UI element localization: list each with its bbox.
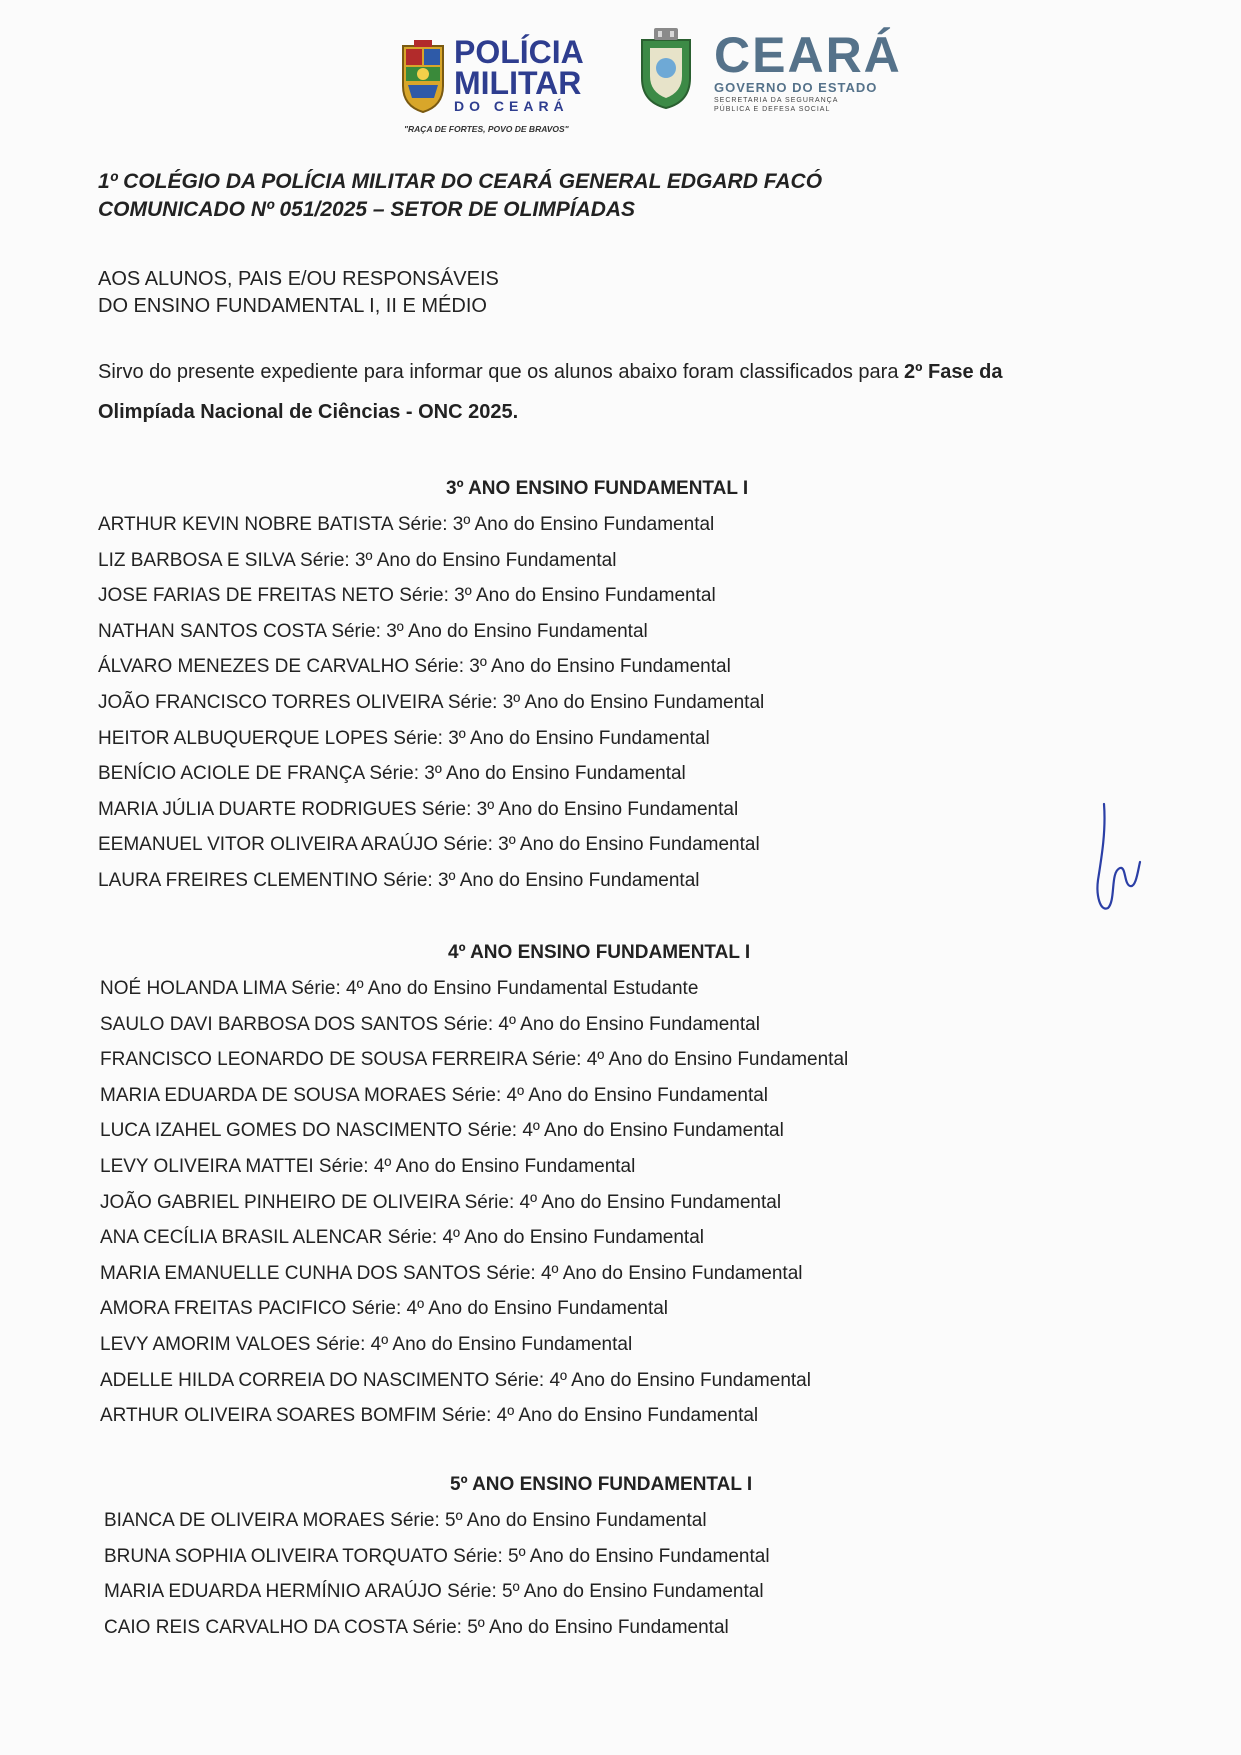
ceara-coat-of-arms-icon (636, 26, 696, 110)
student-entry: MARIA EDUARDA DE SOUSA MORAES Série: 4º Ano do Ensino Fundamental (100, 1085, 769, 1106)
student-entry: LEVY AMORIM VALOES Série: 4º Ano do Ensino Fundamental (100, 1334, 633, 1355)
student-entry: FRANCISCO LEONARDO DE SOUSA FERREIRA Série: 4º Ano do Ensino Fundamental (100, 1049, 849, 1070)
section-heading: 3º ANO ENSINO FUNDAMENTAL I (446, 478, 749, 499)
document-title-line2: COMUNICADO Nº 051/2025 – SETOR DE OLIMPÍADAS (98, 198, 636, 221)
ceara-logo-subtitle: GOVERNO DO ESTADO (714, 80, 878, 95)
policia-militar-logo (400, 36, 600, 136)
intro-bold-olympiad: Olimpíada Nacional de Ciências - ONC 2025. (98, 401, 519, 423)
section-heading: 4º ANO ENSINO FUNDAMENTAL I (448, 942, 751, 963)
pm-logo-line3: DO CEARÁ (454, 98, 569, 114)
student-entry: BENÍCIO ACIOLE DE FRANÇA Série: 3º Ano do Ensino Fundamental (98, 763, 686, 784)
section-heading: 5º ANO ENSINO FUNDAMENTAL I (450, 1474, 753, 1495)
student-entry: JOÃO GABRIEL PINHEIRO DE OLIVEIRA Série: 4º Ano do Ensino Fundamental (100, 1192, 782, 1213)
ceara-logo-title: CEARÁ (714, 27, 902, 83)
student-entry: JOÃO FRANCISCO TORRES OLIVEIRA Série: 3º Ano do Ensino Fundamental (98, 692, 765, 713)
pm-logo-line2: MILITAR (454, 65, 582, 101)
ceara-logo-small2: PÚBLICA E DEFESA SOCIAL (714, 106, 831, 113)
pm-logo-line1: POLÍCIA (454, 34, 584, 70)
student-entry: MARIA EDUARDA HERMÍNIO ARAÚJO Série: 5º Ano do Ensino Fundamental (104, 1581, 764, 1602)
student-entry: ANA CECÍLIA BRASIL ALENCAR Série: 4º Ano do Ensino Fundamental (100, 1227, 705, 1248)
student-entry: CAIO REIS CARVALHO DA COSTA Série: 5º Ano do Ensino Fundamental (104, 1617, 729, 1638)
student-entry: AMORA FREITAS PACIFICO Série: 4º Ano do Ensino Fundamental (100, 1298, 669, 1319)
ceara-government-logo (636, 26, 926, 136)
student-entry: LUCA IZAHEL GOMES DO NASCIMENTO Série: 4º Ano do Ensino Fundamental (100, 1120, 784, 1141)
student-entry: EEMANUEL VITOR OLIVEIRA ARAÚJO Série: 3º Ano do Ensino Fundamental (98, 834, 760, 855)
ceara-logo-small1: SECRETARIA DA SEGURANÇA (714, 97, 839, 104)
student-entry: NOÉ HOLANDA LIMA Série: 4º Ano do Ensino Fundamental Estudante (100, 978, 699, 999)
intro-text: Sirvo do presente expediente para informar que os alunos abaixo foram classificados para (98, 361, 905, 383)
student-entry: MARIA EMANUELLE CUNHA DOS SANTOS Série: 4º Ano do Ensino Fundamental (100, 1263, 803, 1284)
student-entry: LEVY OLIVEIRA MATTEI Série: 4º Ano do Ensino Fundamental (100, 1156, 636, 1177)
student-entry: HEITOR ALBUQUERQUE LOPES Série: 3º Ano do Ensino Fundamental (98, 728, 710, 749)
student-entry: JOSE FARIAS DE FREITAS NETO Série: 3º Ano do Ensino Fundamental (98, 585, 716, 606)
student-entry: NATHAN SANTOS COSTA Série: 3º Ano do Ensino Fundamental (98, 621, 648, 642)
student-entry: ARTHUR OLIVEIRA SOARES BOMFIM Série: 4º Ano do Ensino Fundamental (100, 1405, 759, 1426)
header-logos (400, 26, 920, 136)
handwritten-signature (1090, 800, 1150, 920)
student-entry: BIANCA DE OLIVEIRA MORAES Série: 5º Ano do Ensino Fundamental (104, 1510, 707, 1531)
student-entry: LIZ BARBOSA E SILVA Série: 3º Ano do Ensino Fundamental (98, 550, 617, 571)
pm-shield-icon (400, 40, 446, 114)
student-entry: SAULO DAVI BARBOSA DOS SANTOS Série: 4º Ano do Ensino Fundamental (100, 1014, 760, 1035)
student-entry: MARIA JÚLIA DUARTE RODRIGUES Série: 3º Ano do Ensino Fundamental (98, 799, 739, 820)
student-entry: ADELLE HILDA CORREIA DO NASCIMENTO Série: 4º Ano do Ensino Fundamental (100, 1370, 811, 1391)
student-entry: BRUNA SOPHIA OLIVEIRA TORQUATO Série: 5º Ano do Ensino Fundamental (104, 1546, 770, 1567)
student-entry: ÁLVARO MENEZES DE CARVALHO Série: 3º Ano do Ensino Fundamental (98, 656, 731, 677)
intro-paragraph (98, 352, 1138, 432)
student-entry: LAURA FREIRES CLEMENTINO Série: 3º Ano do Ensino Fundamental (98, 870, 700, 891)
pm-logo-motto: "RAÇA DE FORTES, POVO DE BRAVOS" (404, 124, 569, 134)
student-entry: ARTHUR KEVIN NOBRE BATISTA Série: 3º Ano do Ensino Fundamental (98, 514, 715, 535)
addressee-line2: DO ENSINO FUNDAMENTAL I, II E MÉDIO (98, 295, 487, 317)
document-title-line1: 1º COLÉGIO DA POLÍCIA MILITAR DO CEARÁ GENERAL EDGARD FACÓ (98, 170, 823, 193)
addressee-line1: AOS ALUNOS, PAIS E/OU RESPONSÁVEIS (98, 268, 499, 290)
intro-bold-phase: 2º Fase da (904, 361, 1003, 383)
